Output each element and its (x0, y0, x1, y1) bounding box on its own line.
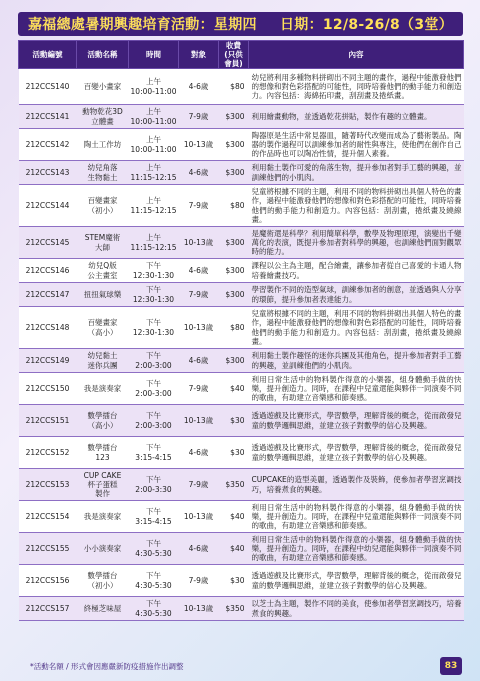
row-code: 212CCS150 (19, 373, 77, 405)
row-age: 4-6歲 (179, 437, 219, 469)
row-description: 透過遊戲及比賽形式，學習數學，理解背後的概念，從而啟發兒童的數學邏輯思維，並建立孩子對數學的信心及興趣。 (249, 405, 464, 437)
row-fee: $30 (219, 405, 249, 437)
table-row (19, 283, 464, 307)
row-age: 7-9歲 (179, 469, 219, 501)
row-name: 幼兒角落 生物黏土 (77, 161, 129, 185)
row-age: 4-6歲 (179, 161, 219, 185)
row-description: 利用日常生活中的物料製作得意的小樂器，組身體動手做的快樂，提升創造力。同時，在課程中兒童還能與夥伴一同演奏不同的歌曲，有助建立音樂感和節奏感。 (249, 373, 464, 405)
row-description: 利用繪畫動物，並透過乾花拼貼，製作有趣的立體畫。 (249, 105, 464, 129)
row-fee: $300 (219, 105, 249, 129)
row-name: 終極芝味屋 (77, 597, 129, 621)
banner-date: 日期：12/8-26/8（3堂） (279, 17, 453, 33)
row-name: 幼兒黏土 迷你兵團 (77, 349, 129, 373)
row-fee: $300 (219, 283, 249, 307)
page-number: 83 (440, 657, 462, 675)
row-age: 4-6歲 (179, 349, 219, 373)
row-time: 上午 11:15-12:15 (129, 185, 179, 227)
row-description: 課程以公主為主題，配合繪畫，讓參加者從自己喜愛的卡通人物培養繪畫技巧。 (249, 259, 464, 283)
row-fee: $80 (219, 185, 249, 227)
row-time: 下午 12:30-1:30 (129, 307, 179, 349)
row-description: 幼兒將利用多種物料拼砌出不同主題的畫作，過程中能激發他們的想像和對色彩搭配的可能性，同時培養他們的動手能力和創造力。內容包括：海綿拓印畫，刮刮畫及捲紙畫。 (249, 69, 464, 105)
row-fee: $40 (219, 533, 249, 565)
row-name: 陶土工作坊 (77, 129, 129, 161)
row-code: 212CCS145 (19, 227, 77, 259)
row-name: STEM魔術 大師 (77, 227, 129, 259)
row-time: 下午 12:30-1:30 (129, 283, 179, 307)
row-description: 兒童將根據不同的主題，利用不同的物料拼砌出具個人特色的畫作，過程中能激發他們的想像和對色彩搭配的可能性，同時培養他們的動手能力和創造力。內容包括：刮刮畫，捲紙畫及繞線畫。 (249, 307, 464, 349)
header-code: 活動編號 (19, 41, 77, 69)
row-description: 是魔術還是科學？利用簡單科學，數學及物理原理，演變出千變萬化的表演，既提升參加者對科學的興趣，也訓練他們面對觀眾時的能力。 (249, 227, 464, 259)
row-code: 212CCS155 (19, 533, 77, 565)
table-row (19, 259, 464, 283)
row-time: 上午 10:00-11:00 (129, 129, 179, 161)
table-row (19, 597, 464, 621)
row-code: 212CCS144 (19, 185, 77, 227)
row-description: 透過遊戲及比賽形式，學習數學，理解背後的概念，從而啟發兒童的數學邏輯思維，並建立孩子對數學的信心及興趣。 (249, 437, 464, 469)
row-fee: $40 (219, 373, 249, 405)
row-description: 利用日常生活中的物料製作得意的小樂器，組身體動手做的快樂，提升創造力。同時，在課程中幼兒還能與夥伴一同演奏不同的歌曲，有助建立音樂感和節奏感。 (249, 533, 464, 565)
row-time: 上午 11:15-12:15 (129, 161, 179, 185)
row-description: 學習製作不同的造型氣球，訓練參加者的創意，並透過與人分享的環節，提升參加者表達能力。 (249, 283, 464, 307)
row-code: 212CCS157 (19, 597, 77, 621)
page-banner (18, 12, 463, 36)
row-fee: $80 (219, 307, 249, 349)
row-fee: $300 (219, 259, 249, 283)
row-fee: $350 (219, 597, 249, 621)
row-fee: $350 (219, 469, 249, 501)
row-description: 利用黏土製作趣怪的迷你兵團及其他角色，提升參加者對手工藝的興趣，並訓練他們的小肌肉。 (249, 349, 464, 373)
row-fee: $300 (219, 227, 249, 259)
row-fee: $40 (219, 501, 249, 533)
row-age: 10-13歲 (179, 227, 219, 259)
row-age: 4-6歲 (179, 69, 219, 105)
row-code: 212CCS151 (19, 405, 77, 437)
row-description: 陶器原是生活中常見器皿，隨著時代改變而成為了藝術製品。陶器的製作過程可以訓練參加者的耐性與專注，使他們在創作自己的作品時也可以陶冶性情，提升個人素養。 (249, 129, 464, 161)
row-time: 下午 2:00-3:30 (129, 469, 179, 501)
row-name: 扭扭氣球樂 (77, 283, 129, 307)
row-name: 數學擂台 123 (77, 437, 129, 469)
table-row (19, 373, 464, 405)
row-age: 7-9歲 (179, 373, 219, 405)
row-code: 212CCS140 (19, 69, 77, 105)
row-age: 10-13歲 (179, 597, 219, 621)
row-name: 數學擂台 （高小） (77, 405, 129, 437)
row-code: 212CCS149 (19, 349, 77, 373)
row-code: 212CCS141 (19, 105, 77, 129)
row-name: 我是演奏家 (77, 501, 129, 533)
table-row (19, 161, 464, 185)
row-age: 7-9歲 (179, 283, 219, 307)
table-row (19, 307, 464, 349)
row-age: 4-6歲 (179, 259, 219, 283)
row-code: 212CCS152 (19, 437, 77, 469)
row-time: 上午 11:15-12:15 (129, 227, 179, 259)
row-name: 我是演奏家 (77, 373, 129, 405)
footnote: *活動名額 / 形式會因應嚴新防疫措施作出調整 (30, 662, 184, 671)
header-time: 時間 (129, 41, 179, 69)
row-name: 百變小畫家 (77, 69, 129, 105)
row-age: 10-13歲 (179, 129, 219, 161)
row-age: 7-9歲 (179, 105, 219, 129)
row-description: 利用日常生活中的物料製作得意的小樂器，組身體動手做的快樂，提升創造力。同時，在課程中兒童還能與夥伴一同演奏不同的歌曲，有助建立音樂感和節奏感。 (249, 501, 464, 533)
banner-title: 嘉福總處暑期興趣培育活動：星期四 (28, 17, 257, 33)
row-time: 下午 4:30-5:30 (129, 533, 179, 565)
row-age: 7-9歲 (179, 565, 219, 597)
row-fee: $30 (219, 437, 249, 469)
row-age: 7-9歲 (179, 185, 219, 227)
table-row (19, 185, 464, 227)
row-code: 212CCS156 (19, 565, 77, 597)
row-time: 下午 2:00-3:00 (129, 373, 179, 405)
table-row (19, 501, 464, 533)
table-row (19, 349, 464, 373)
row-code: 212CCS142 (19, 129, 77, 161)
table-row (19, 69, 464, 105)
row-code: 212CCS143 (19, 161, 77, 185)
row-name: 數學擂台 （初小） (77, 565, 129, 597)
table-row (19, 437, 464, 469)
table-row (19, 565, 464, 597)
table-row (19, 469, 464, 501)
header-name: 活動名稱 (77, 41, 129, 69)
activity-table (18, 40, 464, 621)
row-fee: $30 (219, 565, 249, 597)
row-name: 小小演奏家 (77, 533, 129, 565)
table-row (19, 129, 464, 161)
row-code: 212CCS147 (19, 283, 77, 307)
row-description: CUPCAKE的造型美麗，透過製作及裝飾，使參加者學習烹調技巧，培養煮食的興趣。 (249, 469, 464, 501)
row-time: 下午 3:15-4:15 (129, 501, 179, 533)
header-age: 對象 (179, 41, 219, 69)
row-code: 212CCS154 (19, 501, 77, 533)
row-time: 下午 12:30-1:30 (129, 259, 179, 283)
table-row (19, 533, 464, 565)
row-code: 212CCS146 (19, 259, 77, 283)
row-description: 利用黏土製作可愛的角落生物，提升參加者對手工藝的興趣，並訓練他們的小肌肉。 (249, 161, 464, 185)
header-fee: 收費 (只供會員) (219, 41, 249, 69)
row-name: 幼兒Q版 公主畫室 (77, 259, 129, 283)
table-header-row (19, 41, 464, 69)
row-description: 兒童將根據不同的主題，利用不同的物料拼砌出具個人特色的畫作，過程中能激發他們的想像和對色彩搭配的可能性，同時培養他們的動手能力和創造力。內容包括：刮刮畫，捲紙畫及繞線畫。 (249, 185, 464, 227)
row-time: 下午 4:30-5:30 (129, 565, 179, 597)
table-row (19, 227, 464, 259)
row-fee: $80 (219, 69, 249, 105)
row-code: 212CCS153 (19, 469, 77, 501)
row-description: 以芝士為主題，製作不同的美食，使參加者學習烹調技巧，培養煮食的興趣。 (249, 597, 464, 621)
row-time: 下午 3:15-4:15 (129, 437, 179, 469)
row-name: 百變畫家 （初小） (77, 185, 129, 227)
header-desc: 內容 (249, 41, 464, 69)
row-time: 下午 4:30-5:30 (129, 597, 179, 621)
row-name: 動物乾花3D 立體畫 (77, 105, 129, 129)
row-fee: $300 (219, 349, 249, 373)
row-time: 上午 10:00-11:00 (129, 69, 179, 105)
row-age: 4-6歲 (179, 533, 219, 565)
row-time: 上午 10:00-11:00 (129, 105, 179, 129)
row-fee: $300 (219, 161, 249, 185)
table-row (19, 405, 464, 437)
row-name: CUP CAKE 杯子蛋糕 製作 (77, 469, 129, 501)
row-time: 下午 2:00-3:00 (129, 349, 179, 373)
row-time: 下午 2:00-3:00 (129, 405, 179, 437)
row-age: 10-13歲 (179, 307, 219, 349)
row-age: 10-13歲 (179, 405, 219, 437)
row-age: 10-13歲 (179, 501, 219, 533)
row-description: 透過遊戲及比賽形式，學習數學，理解背後的概念，從而啟發兒童的數學邏輯思維，並建立孩子對數學的信心及興趣。 (249, 565, 464, 597)
row-name: 百變畫家 （高小） (77, 307, 129, 349)
table-row (19, 105, 464, 129)
row-fee: $300 (219, 129, 249, 161)
row-code: 212CCS148 (19, 307, 77, 349)
